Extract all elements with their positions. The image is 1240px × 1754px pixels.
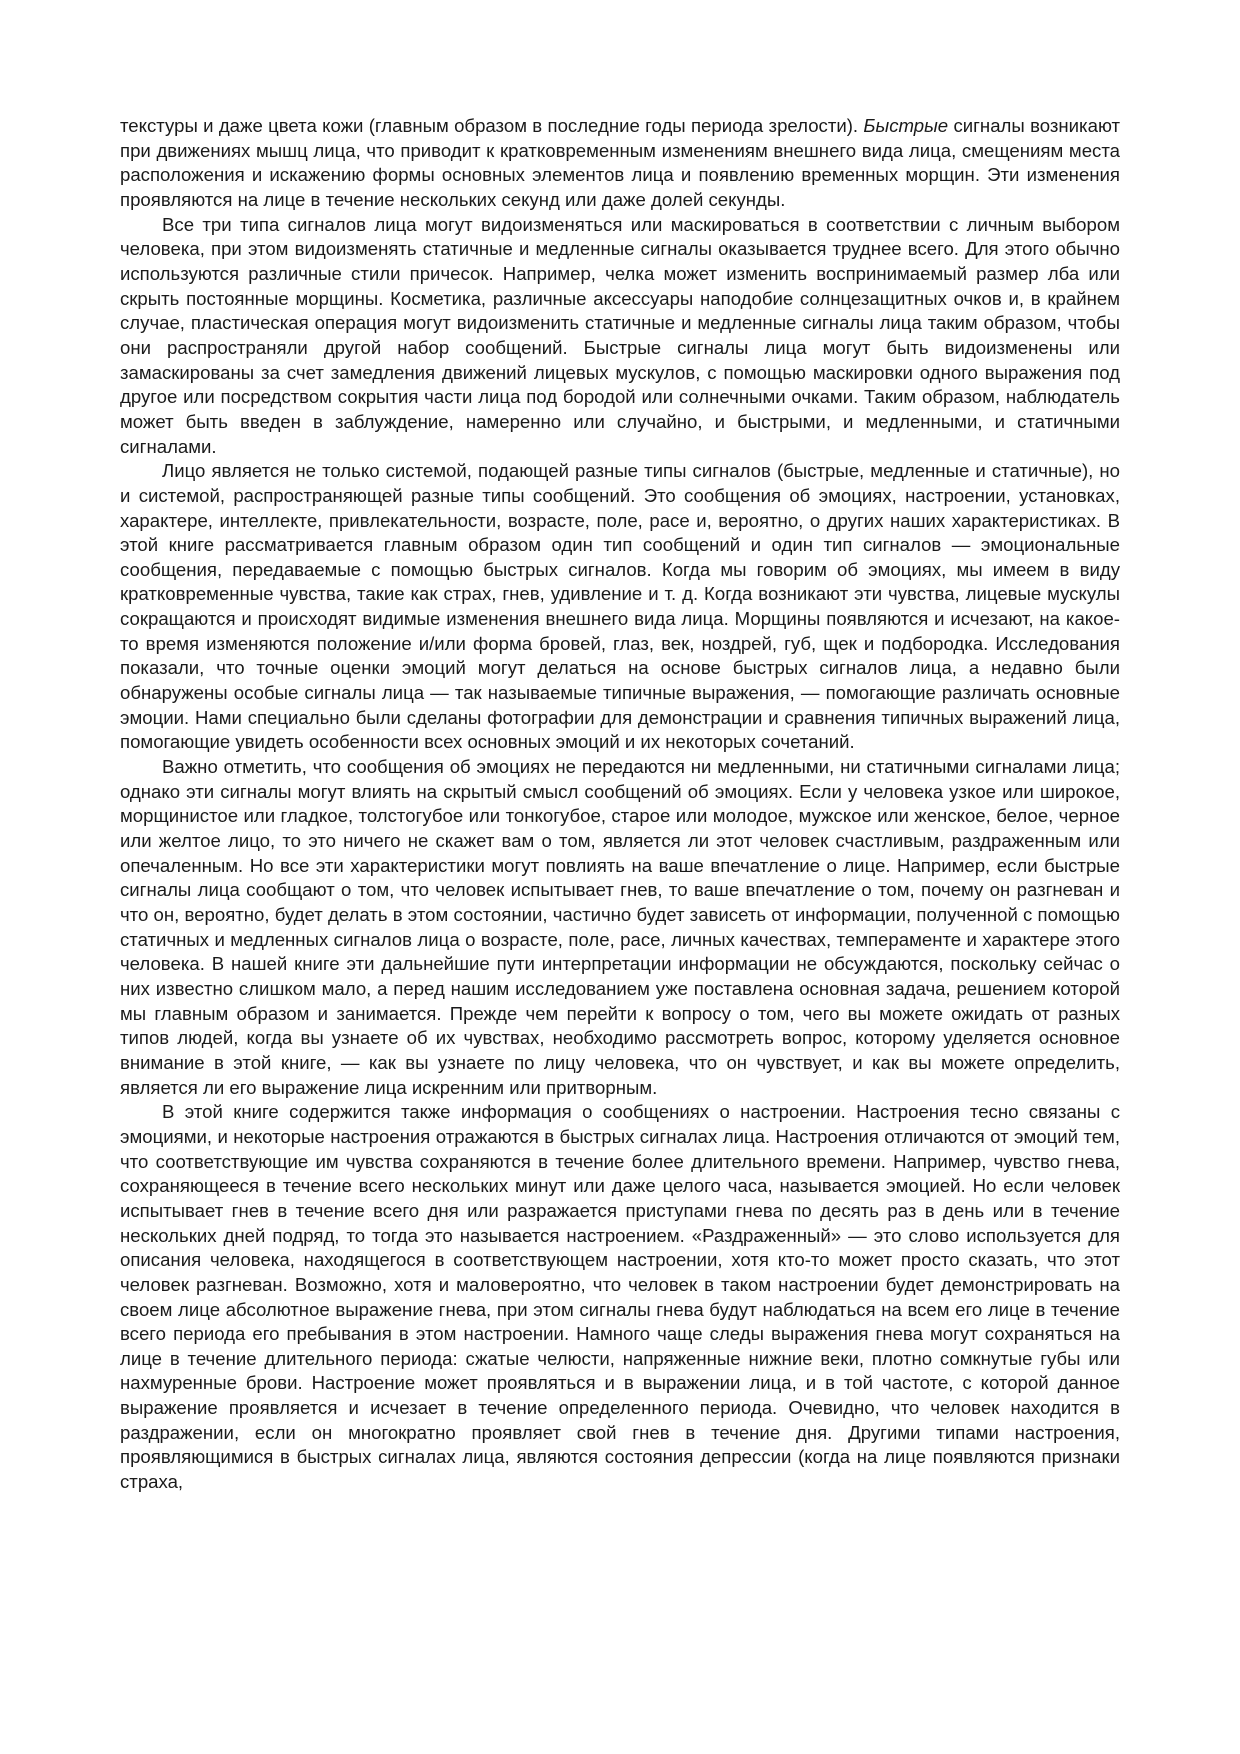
paragraph-5: В этой книге содержится также информация о сообщениях о настроении. Настроения тесно связаны с эмоциями, и некоторые настроения отражаются в быстрых сигналах лица. Настроения отличаются от эмоций тем, что соответствующие им чувства сохраняются в течение более длительного времени. Например, чувство гнева, сохраняющееся в течение всего нескольких минут или даже целого часа, называется эмоцией. Но если человек испытывает гнев в течение всего дня или разражается приступами гнева по десять раз в день или в течение нескольких дней подряд, то тогда это называется настроением. «Раздраженный» — это слово используется для описания человека, находящегося в соответствующем настроении, хотя кто-то может просто сказать, что этот человек разгневан. Возможно, хотя и маловероятно, что человек в таком настроении будет демонстрировать на своем лице абсолютное выражение гнева, при этом сигналы гнева будут наблюдаться на всем его лице в течение всего периода его пребывания в этом настроении. Намного чаще следы выражения гнева могут сохраняться на лице в течение длительного периода: сжатые челюсти, напряженные нижние веки, плотно сомкнутые губы или нахмуренные брови. Настроение может проявляться и в выражении лица, и в той частоте, с которой данное выражение проявляется и исчезает в течение определенного периода. Очевидно, что человек находится в раздражении, если он многократно проявляет свой гнев в течение дня. Другими типами настроения, проявляющимися в быстрых сигналах лица, являются состояния депрессии (когда на лице появляются признаки страха, — [120, 1101, 1120, 1493]
paragraph-4: Важно отметить, что сообщения об эмоциях не передаются ни медленными, ни статичными сигналами лица; однако эти сигналы могут влиять на скрытый смысл сообщений об эмоциях. Если у человека узкое или широкое, морщинистое или гладкое, толстогубое или тонкогубое, старое или молодое, мужское или женское, белое, черное или желтое лицо, то это ничего не скажет вам о том, является ли этот человек счастливым, раздраженным или опечаленным. Но все эти характеристики могут повлиять на ваше впечатление о лице. Например, если быстрые сигналы лица сообщают о том, что человек испытывает гнев, то ваше впечатление о том, почему он разгневан и что он, вероятно, будет делать в этом состоянии, частично будет зависеть от информации, полученной с помощью статичных и медленных сигналов лица о возрасте, поле, расе, личных качествах, темпераменте и характере этого человека. В нашей книге эти дальнейшие пути интерпретации информации не обсуждаются, поскольку сейчас о них известно слишком мало, а перед нашим исследованием уже поставлена основная задача, решением которой мы главным образом и занимается. Прежде чем перейти к вопросу о том, чего вы можете ожидать от разных типов людей, когда вы узнаете об их чувствах, необходимо рассмотреть вопрос, которому уделяется основное внимание в этой книге, — как вы узнаете по лицу человека, что он чувствует, и как вы можете определить, является ли его выражение лица искренним или притворным. — [120, 756, 1120, 1098]
paragraph-1-italic-term: Быстрые — [863, 115, 949, 136]
paragraph-1 — [120, 114, 1120, 213]
paragraph-2: Все три типа сигналов лица могут видоизменяться или маскироваться в соответствии с личным выбором человека, при этом видоизменять статичные и медленные сигналы оказывается труднее всего. Для этого обычно используются различные стили причесок. Например, челка может изменить воспринимаемый размер лба или скрыть постоянные морщины. Косметика, различные аксессуары наподобие солнцезащитных очков и, в крайнем случае, пластическая операция могут видоизменить статичные и медленные сигналы лица таким образом, чтобы они распространяли другой набор сообщений. Быстрые сигналы лица могут быть видоизменены или замаскированы за счет замедления движений лицевых мускулов, с помощью маскировки одного выражения под другое или посредством сокрытия части лица под бородой или солнечными очками. Таким образом, наблюдатель может быть введен в заблуждение, намеренно или случайно, и быстрыми, и медленными, и статичными сигналами. — [120, 213, 1120, 457]
paragraph-1-text-b: сигналы возникают при движениях мышц лица, что приводит к кратковременным изменениям внешнего вида лица, смещениям места расположения и искажению формы основных элементов лица и появлению временных морщин. Эти изменения проявляются на лице в течение нескольких секунд или даже долей секунды. — [120, 115, 1120, 210]
paragraph-1-text-a: текстуры и даже цвета кожи (главным образом в последние годы периода зрелости). — [120, 115, 864, 136]
paragraph-3: Лицо является не только системой, подающей разные типы сигналов (быстрые, медленные и статичные), но и системой, распространяющей разные типы сообщений. Это сообщения об эмоциях, настроении, установках, характере, интеллекте, привлекательности, возрасте, поле, расе и, вероятно, о других наших характеристиках. В этой книге рассматривается главным образом один тип сообщений и один тип сигналов — эмоциональные сообщения, передаваемые с помощью быстрых сигналов. Когда мы говорим об эмоциях, мы имеем в виду кратковременные чувства, такие как страх, гнев, удивление и т. д. Когда возникают эти чувства, лицевые мускулы сокращаются и происходят видимые изменения внешнего вида лица. Морщины появляются и исчезают, на какое-то время изменяются положение и/или форма бровей, глаз, век, ноздрей, губ, щек и подбородка. Исследования показали, что точные оценки эмоций могут делаться на основе быстрых сигналов лица, а недавно были обнаружены особые сигналы лица — так называемые типичные выражения, — помогающие различать основные эмоции. Нами специально были сделаны фотографии для демонстрации и сравнения типичных выражений лица, помогающие увидеть особенности всех основных эмоций и их некоторых сочетаний. — [120, 460, 1120, 753]
document-page — [120, 114, 1120, 1495]
